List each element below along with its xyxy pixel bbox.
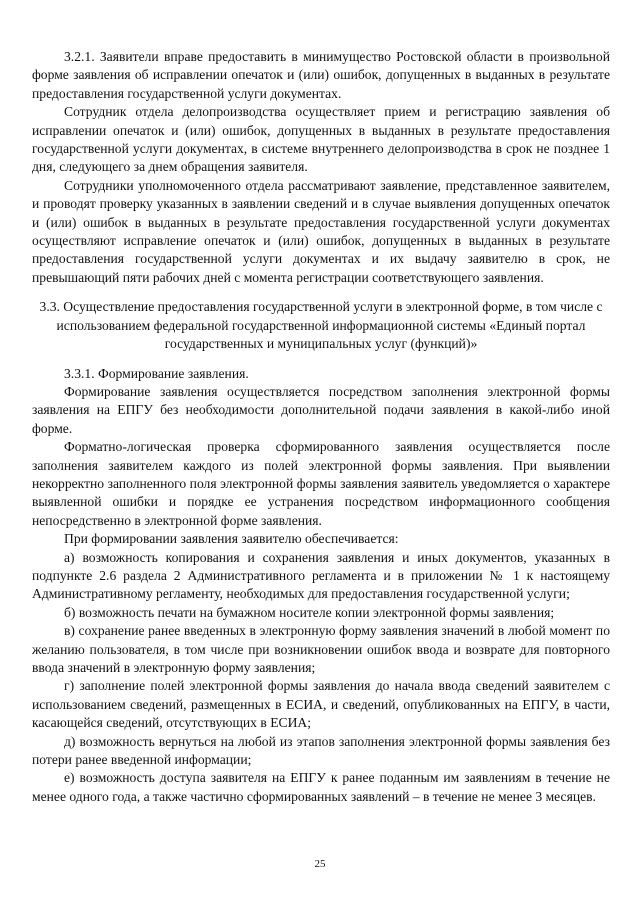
paragraph-forming: Формирование заявления осуществляется посредством заполнения электронной формы заявления на ЕПГУ без необходимости дополнительной подачи заявления в какой-либо иной форме.: [32, 383, 610, 436]
list-item-v: в) сохранение ранее введенных в электронную форму заявления значений в любой момент по желанию пользователя, в том числе при возникновении ошибок ввода и возврате для повторного ввода значений в электронную форму заявления;: [32, 623, 610, 675]
list-item-b: б) возможность печати на бумажном носителе копии электронной формы заявления;: [64, 604, 555, 620]
list-item-g: г) заполнение полей электронной формы заявления до начала ввода сведений заявителем с использованием сведений, размещенных в ЕСИА, и сведений, опубликованных на ЕПГУ, в части, касающейся сведений, отсутствующих в ЕСИА;: [32, 678, 610, 731]
list-item-a: а) возможность копирования и сохранения заявления и иных документов, указанных в подпункте 2.6 раздела 2 Административного регламента и в приложении № 1 к настоящему Административному регламенту, необходимых для предоставления государственной услуги;: [32, 549, 610, 602]
paragraph-registration: Сотрудник отдела делопроизводства осуществляет прием и регистрацию заявления об исправлении опечаток и (или) ошибок, допущенных в выданных в результате предоставления государственной услуги документах, в системе внутреннего делопроизводства в срок не позднее 1 дня, следующего за днем обращения заявителя.: [32, 104, 610, 175]
paragraph-provided: При формировании заявления заявителю обеспечивается:: [64, 531, 399, 547]
document-body: [32, 48, 610, 806]
paragraph-3-2-1: 3.2.1. Заявители вправе предоставить в минимущество Ростовской области в произвольной форме заявления об исправлении опечаток и (или) ошибок, допущенных в выданных в результате предоставления государственной услуги документах.: [32, 49, 610, 101]
page-number: 25: [314, 858, 326, 870]
paragraph-3-3-1: 3.3.1. Формирование заявления.: [64, 365, 249, 381]
list-item-e: е) возможность доступа заявителя на ЕПГУ к ранее поданным им заявлениям в течение не менее одного года, а также частично сформированных заявлений – в течение не менее 3 месяцев.: [32, 770, 610, 804]
spacer: [32, 287, 610, 298]
section-heading-3-3: 3.3. Осуществление предоставления государственной услуги в электронной форме, в том числе с использованием федеральной государственной информационной системы «Единый портал государственных и муниципальных услуг (функций)»: [39, 299, 603, 352]
paragraph-validation: Форматно-логическая проверка сформированного заявления осуществляется после заполнения заявителем каждого из полей электронной формы заявления. При выявлении некорректно заполненного поля электронной формы заявления заявитель уведомляется о характере выявленной ошибки и порядке ее устранения посредством информационного сообщения непосредственно в электронной форме заявления.: [32, 439, 610, 528]
list-item-d: д) возможность вернуться на любой из этапов заполнения электронной формы заявления без потери ранее введенной информации;: [32, 733, 610, 768]
spacer: [32, 354, 610, 365]
paragraph-review: Сотрудники уполномоченного отдела рассматривают заявление, представленное заявителем, и проводят проверку указанных в заявлении сведений и в случае выявления допущенных опечаток и (или) ошибок в выданных в результате предоставления государственной услуги документах осуществляют исправление опечаток и (или) ошибок, допущенных в выданных в результате предоставления государственной услуги документах и их выдачу заявителю в срок, не превышающий пяти рабочих дней с момента регистрации соответствующего заявления.: [32, 177, 610, 285]
